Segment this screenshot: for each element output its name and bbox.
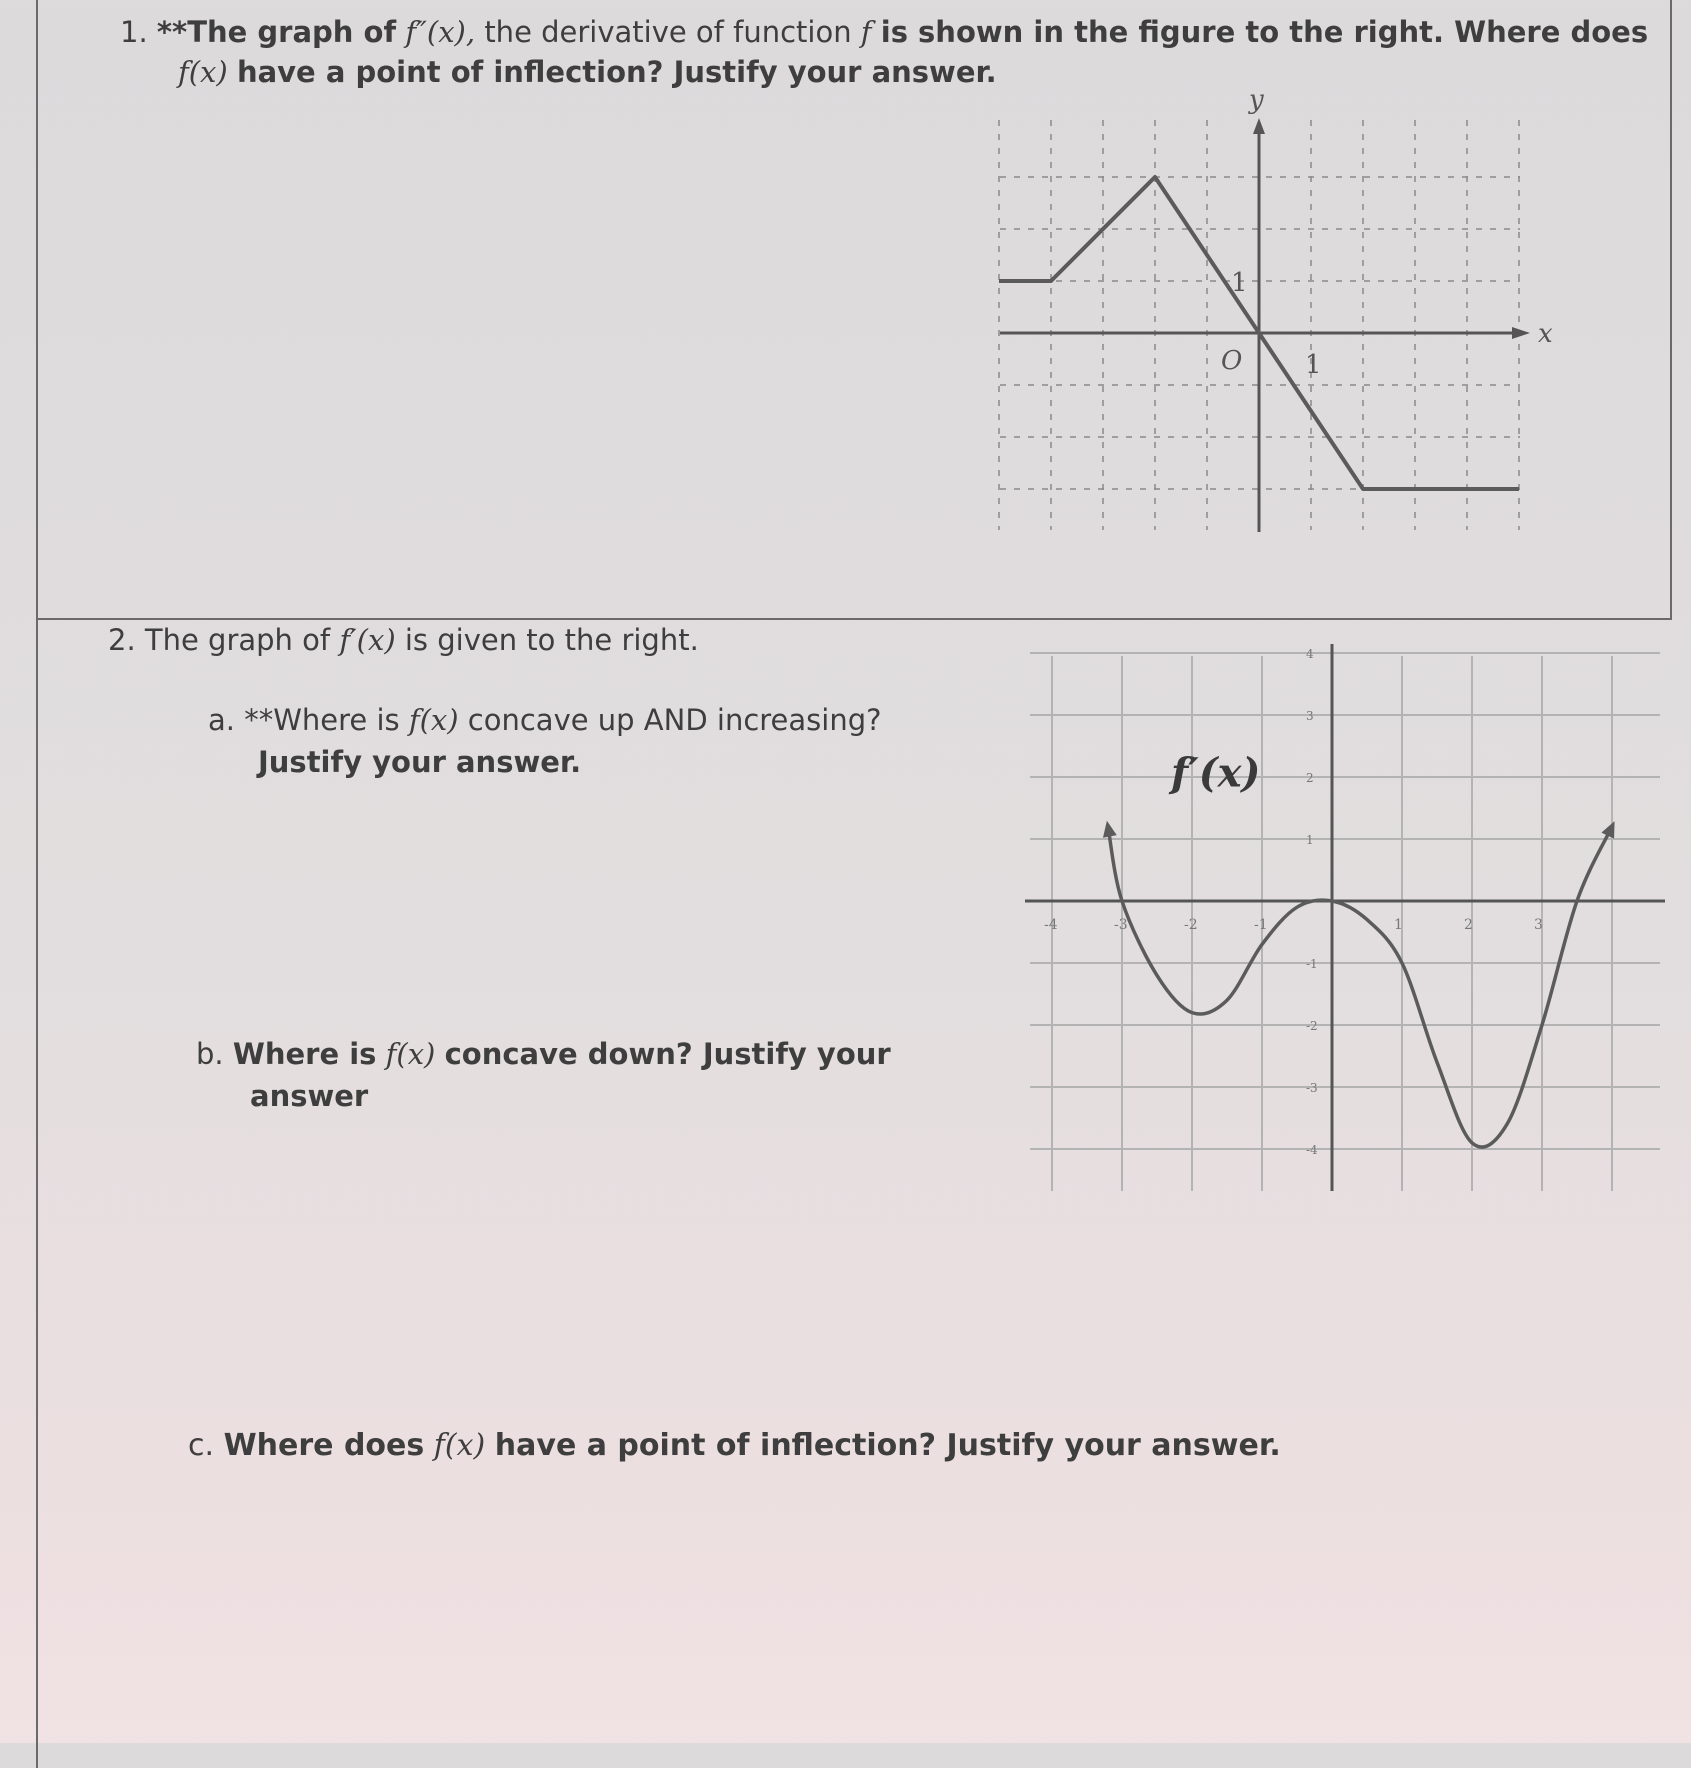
question-2b-line-2-text: answer — [250, 1079, 369, 1113]
question-2a-prefix: **Where is — [244, 703, 400, 737]
x-tick-label: -2 — [1184, 917, 1198, 933]
x-axis-arrow — [1512, 327, 1530, 339]
question-2c-suffix: have a point of inflection? Justify your answer. — [494, 1428, 1281, 1463]
question-2a-line-2 — [258, 742, 581, 782]
y-tick-label: 4 — [1306, 647, 1314, 661]
question-2b-suffix: concave down? Justify your — [444, 1037, 891, 1071]
question-1-line-2-text: have a point of inflection? Justify your answer. — [236, 55, 997, 89]
x-tick-label: 2 — [1464, 917, 1473, 933]
question-2b-line-2 — [250, 1076, 368, 1116]
question-2a-suffix: concave up AND increasing? — [467, 703, 882, 737]
first-derivative-graph — [1020, 636, 1670, 1196]
graph-1-y-tick-label: 1 — [1231, 268, 1248, 298]
graph-2-curve-label: f′(x) — [1171, 749, 1261, 797]
graph-2-curve-arrows — [1103, 821, 1615, 839]
question-2a-line-1 — [208, 700, 882, 740]
graph-1-origin-label: O — [1221, 346, 1243, 376]
y-tick-label: -1 — [1306, 957, 1318, 971]
graph-1-x-tick-label: 1 — [1305, 350, 1322, 380]
x-tick-label: 1 — [1394, 917, 1403, 933]
part-letter: b. — [196, 1037, 224, 1071]
x-tick-label: -4 — [1044, 917, 1058, 933]
y-tick-label: -4 — [1306, 1143, 1318, 1157]
graph-1-x-axis-label: x — [1538, 319, 1553, 349]
question-2-intro-suffix: is given to the right. — [404, 623, 699, 657]
y-tick-label: -2 — [1306, 1019, 1318, 1033]
y-tick-label: 1 — [1306, 833, 1314, 847]
math-f-of-x: f(x) — [385, 1037, 436, 1071]
y-tick-label: -3 — [1306, 1081, 1318, 1095]
question-2-intro — [108, 620, 699, 660]
question-1-suffix: is shown in the figure to the right. Where does — [880, 15, 1649, 49]
question-2-intro-prefix: The graph of — [144, 623, 331, 657]
part-letter: c. — [188, 1428, 215, 1463]
math-f-of-x: f(x) — [433, 1428, 486, 1463]
question-number: 2. — [108, 623, 136, 657]
graph-1-axes — [1000, 118, 1530, 532]
question-2b-prefix: Where is — [232, 1037, 377, 1071]
question-2c-prefix: Where does — [223, 1428, 425, 1463]
y-tick-label: 2 — [1306, 771, 1314, 785]
curve-arrow-left — [1103, 821, 1117, 838]
x-tick-label: -1 — [1254, 917, 1268, 933]
question-1-line-2 — [178, 52, 997, 92]
question-number: 1. — [120, 15, 148, 49]
question-1-prefix: **The graph of — [156, 15, 397, 49]
second-derivative-graph — [990, 80, 1553, 540]
question-2a-line-2-text: Justify your answer. — [258, 745, 582, 779]
question-2c-line — [188, 1426, 1281, 1466]
graph-1-y-axis-label: y — [1249, 85, 1264, 115]
y-tick-label: 3 — [1306, 709, 1314, 723]
x-tick-label: -3 — [1114, 917, 1128, 933]
math-first-derivative: f′(x) — [339, 623, 396, 657]
y-axis-arrow — [1253, 118, 1265, 134]
part-letter: a. — [208, 703, 235, 737]
question-1-mid: the derivative of function — [484, 15, 852, 49]
graph-2-series-curve — [1108, 827, 1612, 1147]
question-1-line-1 — [120, 12, 1648, 52]
math-f: f — [860, 15, 872, 49]
math-f-of-x: f(x) — [408, 703, 459, 737]
math-f-of-x: f(x) — [178, 55, 228, 89]
question-2b-line-1 — [196, 1034, 891, 1074]
x-tick-label: 3 — [1534, 917, 1543, 933]
math-second-derivative: f″(x), — [405, 15, 476, 49]
